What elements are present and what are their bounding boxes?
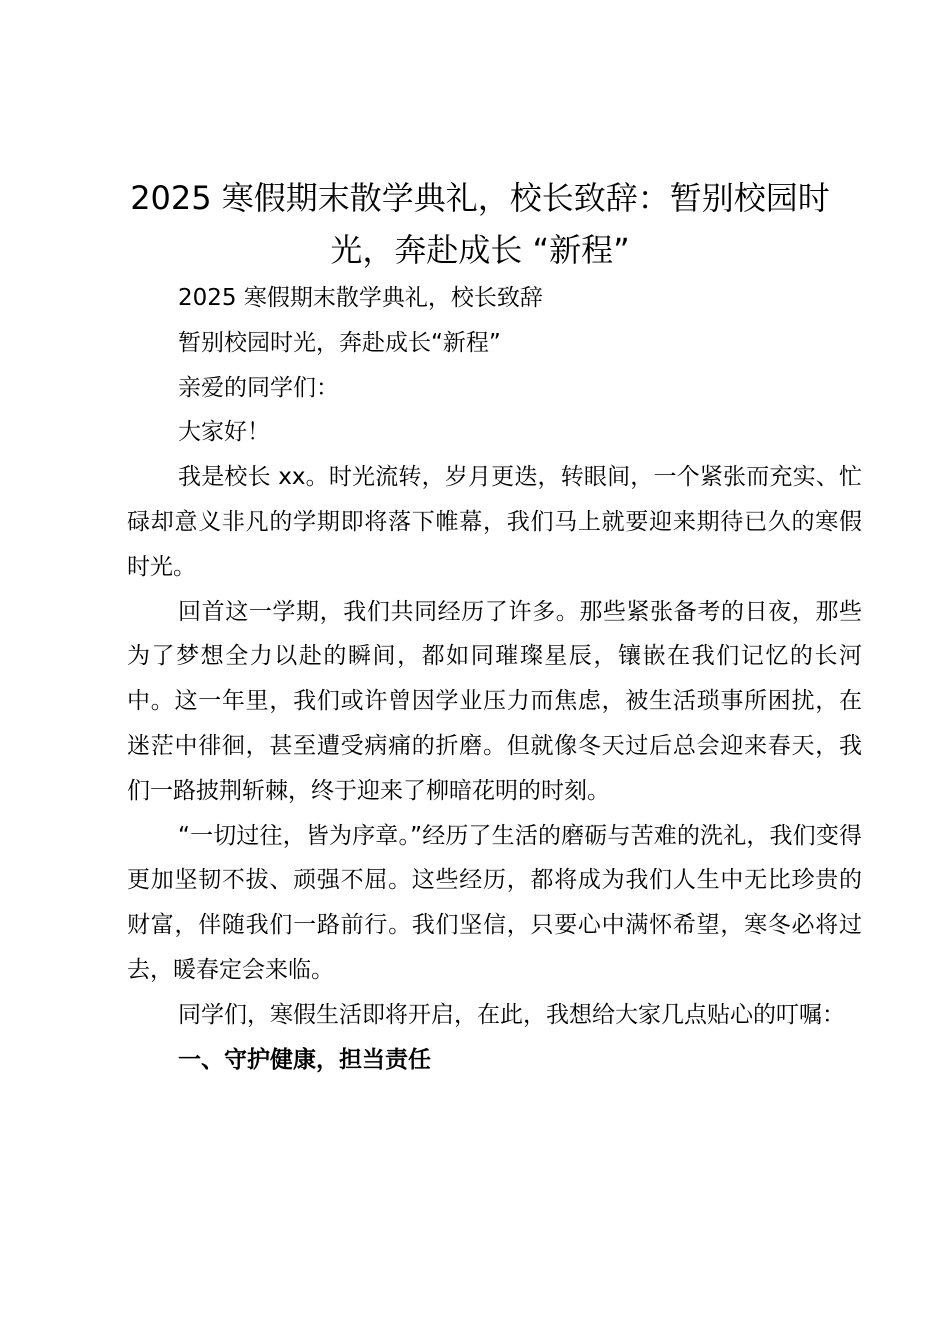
subtitle-line-2: 暂别校园时光，奔赴成长“新程” xyxy=(178,329,501,356)
paragraph-review: 回首这一学期，我们共同经历了许多。那些紧张备考的日夜，那些为了梦想全力以赴的瞬间，都如同璀璨星辰，镶嵌在我们记忆的长河中。这一年里，我们或许曾因学业压力而焦虑，被生活琐事所困扰，在迷茫中徘徊，甚至遭受病痛的折磨。但就像冬天过后总会迎来春天，我们一路披荆斩棘，终于迎来了柳暗花明的时刻。 xyxy=(127,598,862,804)
document-title: 2025 寒假期末散学典礼，校长致辞：暂别校园时光，奔赴成长 “新程” xyxy=(130,179,830,269)
paragraph-advice-intro: 同学们，寒假生活即将开启，在此，我想给大家几点贴心的叮嘱： xyxy=(178,1001,845,1028)
greeting: 大家好！ xyxy=(178,419,270,446)
salutation: 亲爱的同学们： xyxy=(178,374,339,401)
paragraph-intro: 我是校长 xx。时光流转，岁月更迭，转眼间，一个紧张而充实、忙碌却意义非凡的学期即将落下帷幕，我们马上就要迎来期待已久的寒假时光。 xyxy=(127,464,862,580)
paragraph-quote: “一切过往，皆为序章。”经历了生活的磨砺与苦难的洗礼，我们变得更加坚韧不拔、顽强不屈。这些经历，都将成为我们人生中无比珍贵的财富，伴随我们一路前行。我们坚信，只要心中满怀希望，寒冬必将过去，暖春定会来临。 xyxy=(127,822,862,983)
document-body xyxy=(127,276,862,1082)
subtitle-line-1: 2025 寒假期末散学典礼，校长致辞 xyxy=(178,285,543,311)
section-heading: 一、守护健康，担当责任 xyxy=(178,1046,431,1073)
